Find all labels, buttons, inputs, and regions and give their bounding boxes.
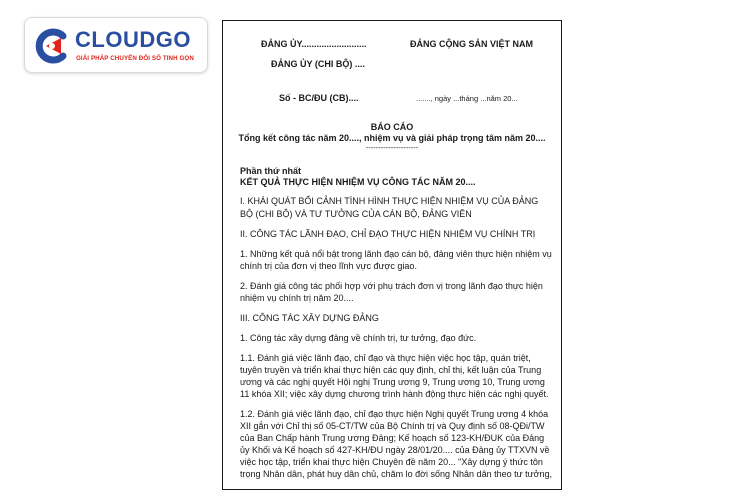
part-label: Phần thứ nhất bbox=[240, 166, 302, 176]
document-number: Số - BC/ĐU (CB).... bbox=[279, 93, 359, 103]
cloudgo-logo bbox=[24, 17, 208, 73]
body-line: ương và các nghị quyết Hội nghị Trung ương 9, Trung ương 10, Trung ương bbox=[240, 377, 545, 387]
body-line: XII gắn với Chỉ thị số 05-CT/TW của Bộ Chính trị và Quy định số 08-QĐi/TW bbox=[240, 421, 545, 431]
body-line: 11 khóa XII; việc xây dựng chương trình hành động thực hiện các nghị quyết. bbox=[240, 389, 549, 399]
body-line: 1.2. Đánh giá việc lãnh đạo, chỉ đạo thực hiện Nghị quyết Trung ương 4 khóa bbox=[240, 409, 549, 419]
section-line: III. CÔNG TÁC XÂY DỰNG ĐẢNG bbox=[240, 313, 379, 323]
body-line: tuyên truyền và triển khai thực hiện các quy định, chỉ thị, kết luận của Trung bbox=[240, 365, 542, 375]
title-divider: --------------------- bbox=[365, 143, 419, 152]
part-title: KẾT QUẢ THỰC HIỆN NHIỆM VỤ CÔNG TÁC NĂM 20.... bbox=[240, 177, 476, 187]
body-line: 1. Công tác xây dựng đảng về chính trị, tư tưởng, đạo đức. bbox=[240, 333, 477, 343]
section-line: II. CÔNG TÁC LÃNH ĐẠO, CHỈ ĐẠO THỰC HIỆN NHIỆM VỤ CHÍNH TRỊ bbox=[240, 229, 536, 239]
body-line: chính trị của đơn vị theo lĩnh vực được giao. bbox=[240, 261, 417, 271]
body-line: nhiệm vụ chính trị năm 20.... bbox=[240, 293, 354, 303]
date-line: ......., ngày ...tháng ...năm 20... bbox=[416, 94, 518, 103]
document-page bbox=[222, 20, 562, 490]
body-line: ủy Khối và Kế hoạch số 427-KH/ĐU ngày 28/01/20.... của Đảng ủy TTXVN về bbox=[240, 445, 550, 455]
chapter-name: ĐẢNG ỦY (CHI BỘ) .... bbox=[271, 59, 365, 69]
party-name: ĐẢNG CỘNG SẢN VIỆT NAM bbox=[410, 39, 534, 49]
body-line: 1. Những kết quả nổi bật trong lãnh đạo cán bộ, đảng viên thực hiện nhiệm vụ bbox=[240, 249, 552, 259]
body-line: của Ban Chấp hành Trung ương Đảng; Kế hoạch số 123-KH/ĐUK của Đảng bbox=[240, 433, 545, 443]
brand-tagline: GIẢI PHÁP CHUYỂN ĐỔI SỐ TINH GỌN bbox=[76, 55, 194, 62]
document-subtitle: Tổng kết công tác năm 20...., nhiệm vụ và giải pháp trọng tâm năm 20.... bbox=[238, 133, 546, 143]
section-line: BỘ (CHI BỘ) VÀ TƯ TƯỞNG CỦA CÁN BỘ, ĐẢNG VIÊN bbox=[240, 209, 472, 219]
brand-name: CLOUDGO bbox=[75, 27, 191, 52]
body-line: 1.1. Đánh giá việc lãnh đạo, chỉ đạo và thực hiện việc học tập, quán triệt, bbox=[240, 353, 531, 363]
cloudgo-logo-mark-icon bbox=[33, 28, 71, 64]
body-line: 2. Đánh giá công tác phối hợp với phụ trách đơn vị trong lãnh đạo thực hiện bbox=[240, 281, 543, 291]
section-line: I. KHÁI QUÁT BỐI CẢNH TÌNH HÌNH THỰC HIỆN NHIỆM VỤ CỦA ĐẢNG bbox=[240, 196, 539, 206]
body-line: việc học tập, triển khai thực hiện Chuyên đề năm 20... "Xây dựng ý thức tôn bbox=[240, 457, 543, 467]
party-committee: ĐẢNG ỦY.......................... bbox=[261, 39, 367, 49]
body-line: trọng Nhân dân, phát huy dân chủ, chăm lo đời sống Nhân dân theo tư tưởng, bbox=[240, 469, 553, 479]
document-title: BÁO CÁO bbox=[370, 122, 414, 132]
